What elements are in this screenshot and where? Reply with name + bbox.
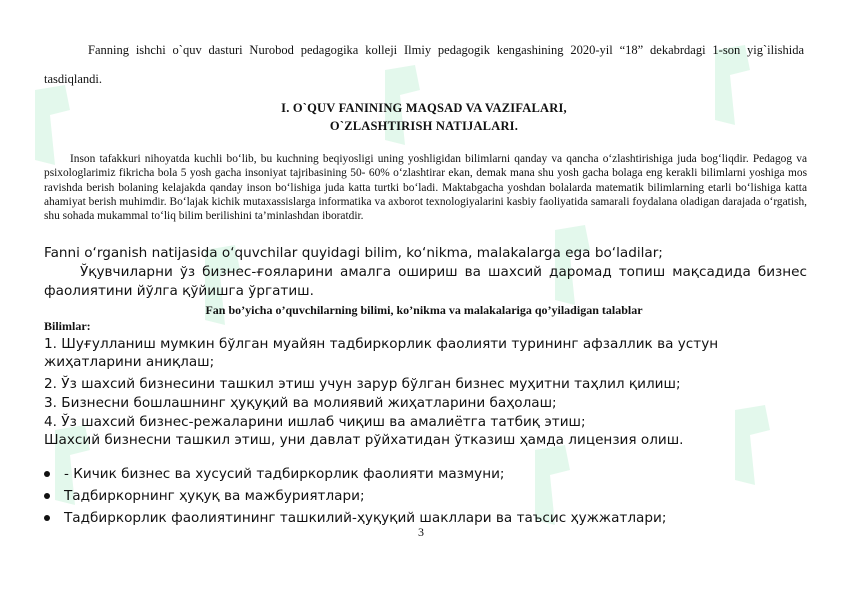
list-item xyxy=(44,463,807,485)
bullet-text: Тадбиркорлик фаолиятининг ташкилий-ҳуқуқий шакллари ва таъсис ҳужжатлари; xyxy=(64,510,667,526)
goal-paragraph xyxy=(44,263,807,300)
page-number: 3 xyxy=(418,525,424,539)
knowledge-label: Bilimlar: xyxy=(44,319,91,333)
list-item xyxy=(44,485,807,507)
numbered-item-3: 3. Бизнесни бошлашнинг ҳуқуқий ва молиявий жиҳатларини баҳолаш; xyxy=(44,395,557,411)
intro-paragraph xyxy=(44,36,804,94)
requirements-subheading: Fan bo’yicha o’quvchilarning bilimi, ko’nikma va malakalariga qo’yiladigan talablar xyxy=(205,303,643,317)
numbered-item-2: 2. Ўз шахсий бизнесини ташкил этиш учун зарур бўлган бизнес муҳитни таҳлил қилиш; xyxy=(44,376,681,392)
bullet-text: - Кичик бизнес ва хусусий тадбиркорлик фаолияти мазмуни; xyxy=(64,466,505,482)
numbered-item-5: Шахсий бизнесни ташкил этиш, уни давлат рўйхатидан ўтказиш ҳамда лицензия олиш. xyxy=(44,432,684,448)
numbered-item-1: 1. Шуғулланиш мумкин бўлган муайян тадбиркорлик фаолияти турининг афзаллик ва устун жиҳатларини аниқлаш; xyxy=(44,336,719,370)
intro-text: Fanning ishchi o`quv dasturi Nurobod pedagogika kolleji Ilmiy pedagogik kengashining 2020-yil “18” dekabrdagi 1-son yig`ilishida tasdiqlandi. xyxy=(44,43,804,86)
body-text: Inson tafakkuri nihoyatda kuchli bo‘lib, bu kuchning beqiyosligi uning yoshligidan bilimlarni qanday va qancha o‘zlashtirishiga juda bog‘liqdir. Pedagog va psixologlarimiz fikricha bola 5 yosh gacha insoniyat tajribasining 50- 60% o‘zlashtirar ekan, demak mana shu yosh gacha bolaga eng kerakli bilimlarni yoshiga mos ravishda berish bolaning kelajakda qanday inson bo‘lishiga juda katta turtki bo‘ladi. Maktabgacha yoshdan bolalarda matematik bilimlarning etarli bo‘lishiga katta ahamiyat berish muhimdir. Bo‘lajak kichik mutaxassislarga informatika va axborot texnologiyalarini kasbiy faoliyatida samarali foydalana oladigan darajada o‘rgatish, shu sohada mukammal to‘liq bilim berilishini ta’minlashdan iboratdir. xyxy=(44,153,807,223)
bullet-dot-icon xyxy=(44,493,50,499)
heading-line-1: I. O`QUV FANINING MAQSAD VA VAZIFALARI, xyxy=(281,101,567,115)
result-line: Fanni o‘rganish natijasida o‘quvchilar quyidagi bilim, ko‘nikma, malakalarga ega bo‘ladilar; xyxy=(44,245,663,261)
section-heading xyxy=(44,99,804,135)
body-paragraph xyxy=(44,152,807,223)
bullet-text: Тадбиркорнинг ҳуқуқ ва мажбуриятлари; xyxy=(64,488,365,504)
bullet-dot-icon xyxy=(44,515,50,521)
heading-line-2: O`ZLASHTIRISH NATIJALARI. xyxy=(329,119,519,133)
numbered-item-4: 4. Ўз шахсий бизнес-режаларини ишлаб чиқиш ва амалиётга татбиқ этиш; xyxy=(44,414,586,430)
bullet-dot-icon xyxy=(44,471,50,477)
bullet-list xyxy=(44,463,807,529)
goal-text: Ўқувчиларни ўз бизнес-ғояларини амалга ошириш ва шахсий даромад топиш мақсадида бизнес фаолиятини йўлга қўйишга ўргатиш. xyxy=(44,264,807,299)
